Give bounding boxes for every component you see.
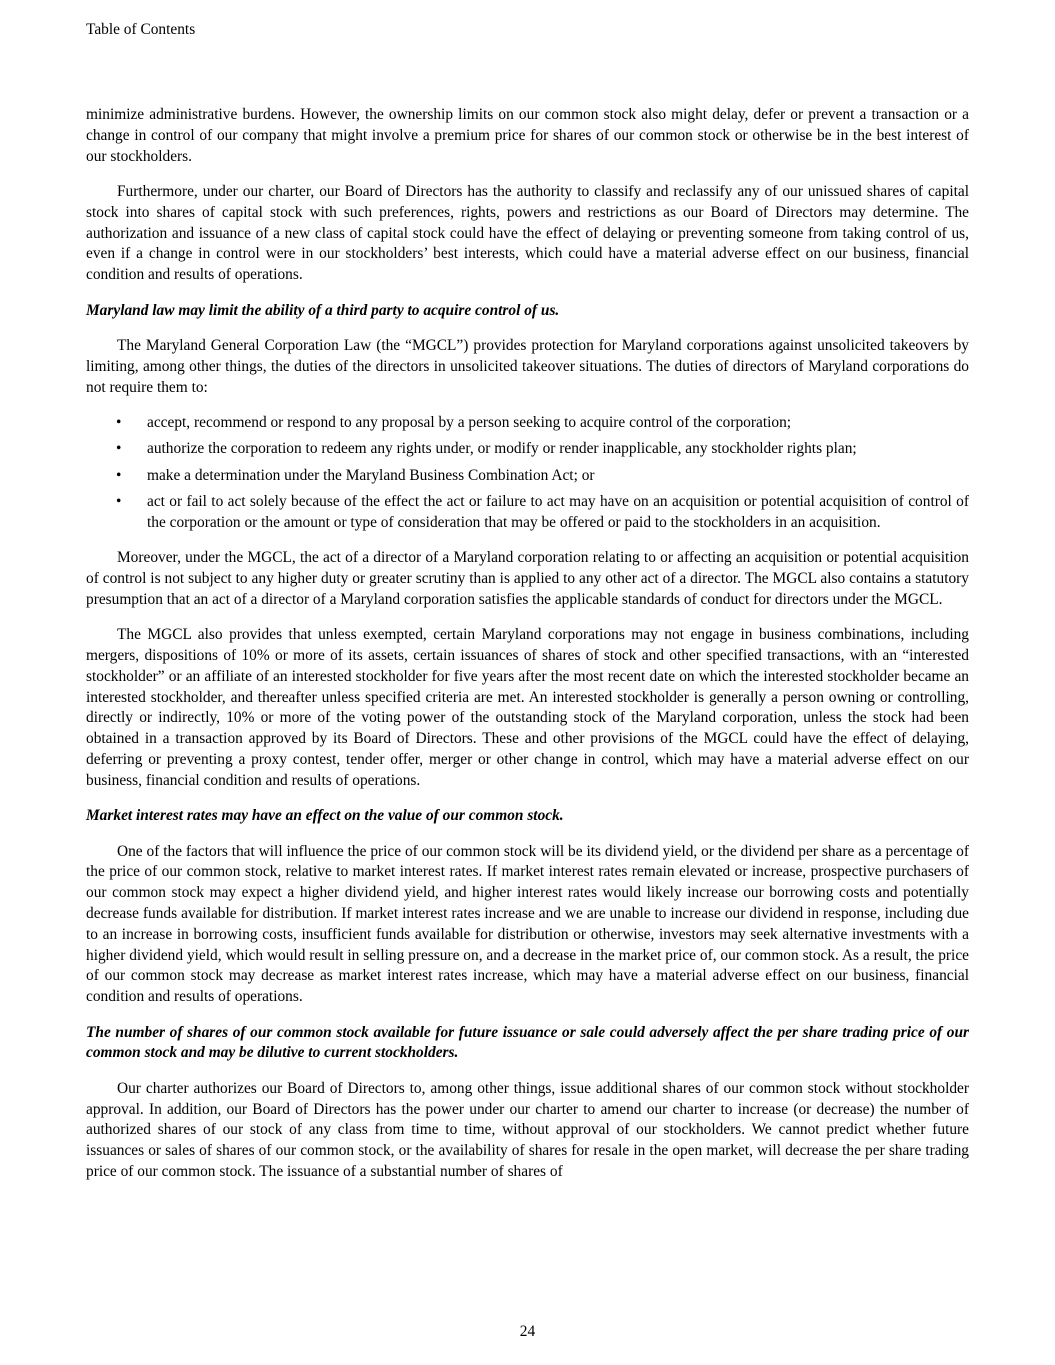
list-item-text: make a determination under the Maryland Business Combination Act; or <box>147 466 595 484</box>
director-duties-list <box>86 413 969 534</box>
bullet-icon: • <box>116 413 122 431</box>
bullet-icon: • <box>116 440 122 458</box>
paragraph-dividend-yield: One of the factors that will influence the price of our common stock will be its dividend yield, or the dividend per share as a percentage of the price of our common stock, relative to market interest rates. If market interest rates remain elevated or increase, prospective purchasers of our common stock may expect a higher dividend yield, and higher interest rates would likely increase our borrowing costs and potentially decrease funds available for distribution. If market interest rates increase and we are unable to increase our dividend in response, including due to an increase in borrowing costs, insufficient funds available for distribution or otherwise, investors may seek alternative investments with a higher dividend yield, which would result in selling pressure on, and a decrease in the market price of, our common stock. As a result, the price of our common stock may decrease as market interest rates increase, which may have a material adverse effect on our business, financial condition and results of operations. <box>86 842 969 1006</box>
list-item <box>86 439 969 460</box>
section-heading-maryland-law: Maryland law may limit the ability of a third party to acquire control of us. <box>86 301 560 319</box>
bullet-icon: • <box>116 493 122 511</box>
list-item-text: authorize the corporation to redeem any rights under, or modify or render inapplicable, any stockholder rights plan; <box>147 440 857 458</box>
paragraph-charter-authorizes: Our charter authorizes our Board of Directors to, among other things, issue additional shares of our common stock without stockholder approval. In addition, our Board of Directors has the power under our charter to amend our charter to increase (or decrease) the number of authorized shares of our stock of any class from time to time, without approval of our stockholders. We cannot predict whether future issuances or sales of shares of our common stock, or the availability of shares for resale in the open market, will decrease the per share trading price of our common stock. The issuance of a substantial number of shares of <box>86 1079 969 1180</box>
paragraph-director-scrutiny: Moreover, under the MGCL, the act of a director of a Maryland corporation relating to or affecting an acquisition or potential acquisition of control is not subject to any higher duty or greater scrutiny than is applied to any other act of a director. The MGCL also contains a statutory presumption that an act of a director of a Maryland corporation satisfies the applicable standards of conduct for directors under the MGCL. <box>86 549 969 608</box>
list-item <box>86 466 969 487</box>
list-item-text: accept, recommend or respond to any proposal by a person seeking to acquire control of the corporation; <box>147 413 792 431</box>
paragraph-ownership-limits: minimize administrative burdens. However, the ownership limits on our common stock also might delay, defer or prevent a transaction or a change in control of our company that might involve a premium price for shares of our common stock or otherwise be in the best interest of our stockholders. <box>86 106 969 165</box>
list-item <box>86 492 969 534</box>
list-item-text: act or fail to act solely because of the effect the act or failure to act may have on an acquisition or potential acquisition of control of the corporation or the amount or type of consideration that may be offered or paid to the stockholders in an acquisition. <box>147 493 969 531</box>
section-heading-interest-rates: Market interest rates may have an effect on the value of our common stock. <box>86 807 564 825</box>
paragraph-board-authority: Furthermore, under our charter, our Board of Directors has the authority to classify and reclassify any of our unissued shares of capital stock into shares of capital stock with such preferences, rights, powers and restrictions as our Board of Directors may determine. The authorization and issuance of a new class of capital stock could have the effect of delaying or preventing someone from taking control of us, even if a change in control were in our stockholders’ best interests, which could have a material adverse effect on our business, financial condition and results of operations. <box>86 182 969 284</box>
document-body <box>86 105 969 1197</box>
paragraph-mgcl-protection: The Maryland General Corporation Law (the “MGCL”) provides protection for Maryland corporations against unsolicited takeovers by limiting, among other things, the duties of the directors in unsolicited takeover situations. The duties of directors of Maryland corporations do not require them to: <box>86 336 969 396</box>
paragraph-business-combinations: The MGCL also provides that unless exempted, certain Maryland corporations may not engage in business combinations, including mergers, dispositions of 10% or more of its assets, certain issuances of shares of stock and other specified transactions, with an “interested stockholder” or an affiliate of an interested stockholder for five years after the most recent date on which the interested stockholder became an interested stockholder, and thereafter unless specified criteria are met. An interested stockholder is generally a person owning or controlling, directly or indirectly, 10% or more of the voting power of the outstanding stock of the Maryland corporation, unless the stock had been obtained in a transaction approved by its Board of Directors. These and other provisions of the MGCL could have the effect of delaying, deferring or preventing a proxy contest, tender offer, merger or other change in control, which may have a material adverse effect on our business, financial condition and results of operations. <box>86 626 969 789</box>
section-heading-future-issuance: The number of shares of our common stock available for future issuance or sale could adversely affect the per share trading price of our common stock and may be dilutive to current stockholders. <box>86 1023 969 1062</box>
bullet-icon: • <box>116 466 122 484</box>
page-number: 24 <box>519 1323 536 1340</box>
list-item <box>86 413 969 434</box>
table-of-contents-link[interactable]: Table of Contents <box>86 21 196 38</box>
